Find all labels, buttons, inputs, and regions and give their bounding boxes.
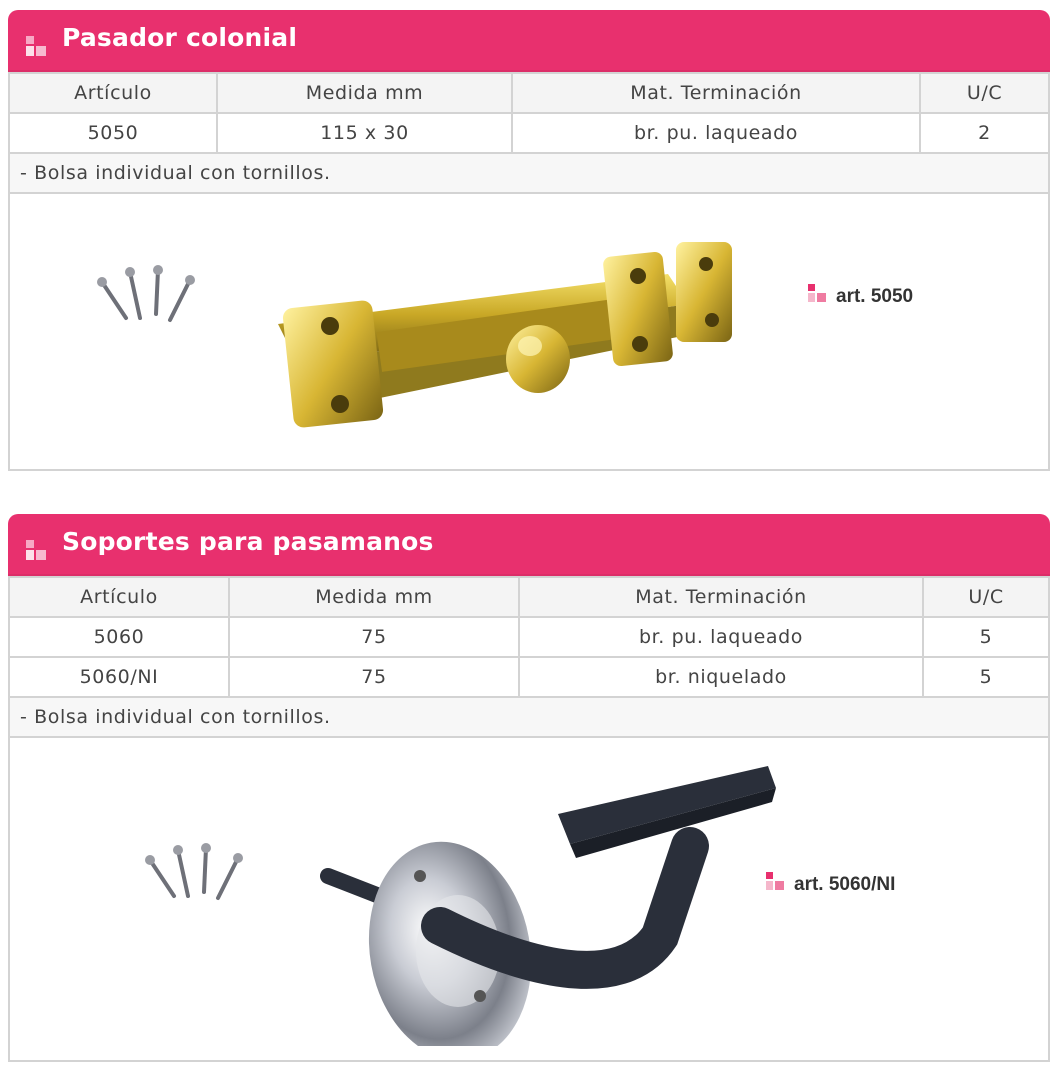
article-label <box>794 874 895 896</box>
column-header-terminacion: Mat. Terminación <box>512 73 920 113</box>
cell-uc: 5 <box>923 617 1049 657</box>
column-header-articulo: Artículo <box>9 577 229 617</box>
column-header-terminacion: Mat. Terminación <box>519 577 923 617</box>
note-row <box>9 153 1049 193</box>
cell-articulo: 5050 <box>9 113 217 153</box>
column-header-articulo: Artículo <box>9 73 217 113</box>
section-title: Pasador colonial <box>62 23 298 52</box>
product-image-box <box>8 194 1050 471</box>
section-header <box>8 514 1050 576</box>
table-row <box>9 113 1049 153</box>
article-label-text: art. 5050 <box>836 286 914 307</box>
cell-terminacion: br. pu. laqueado <box>512 113 920 153</box>
article-label-text: art. 5060/NI <box>794 874 896 895</box>
cell-medida: 75 <box>229 657 519 697</box>
product-table <box>8 72 1050 194</box>
table-header-row <box>9 73 1049 113</box>
section-title: Soportes para pasamanos <box>62 527 434 556</box>
section-header <box>8 10 1050 72</box>
column-header-uc: U/C <box>920 73 1049 113</box>
barrel-bolt-image <box>268 234 738 444</box>
cell-medida: 75 <box>229 617 519 657</box>
note-row <box>9 697 1049 737</box>
table-row <box>9 657 1049 697</box>
product-section-soportes <box>8 514 1050 1062</box>
table-row <box>9 617 1049 657</box>
cell-articulo: 5060 <box>9 617 229 657</box>
cell-terminacion: br. pu. laqueado <box>519 617 923 657</box>
pink-squares-icon <box>766 872 788 894</box>
note-text: - Bolsa individual con tornillos. <box>9 697 1049 737</box>
cell-terminacion: br. niquelado <box>519 657 923 697</box>
column-header-medida: Medida mm <box>229 577 519 617</box>
screws-image <box>144 842 254 904</box>
handrail-bracket-image <box>320 766 780 1046</box>
column-header-medida: Medida mm <box>217 73 512 113</box>
table-header-row <box>9 577 1049 617</box>
note-text: - Bolsa individual con tornillos. <box>9 153 1049 193</box>
product-image-box <box>8 738 1050 1062</box>
pink-squares-icon <box>26 36 48 58</box>
article-label <box>836 286 913 308</box>
cell-medida: 115 x 30 <box>217 113 512 153</box>
screws-image <box>96 264 206 326</box>
pink-squares-icon <box>808 284 830 306</box>
cell-uc: 5 <box>923 657 1049 697</box>
cell-articulo: 5060/NI <box>9 657 229 697</box>
product-section-pasador <box>8 10 1050 471</box>
column-header-uc: U/C <box>923 577 1049 617</box>
product-table <box>8 576 1050 738</box>
cell-uc: 2 <box>920 113 1049 153</box>
pink-squares-icon <box>26 540 48 562</box>
